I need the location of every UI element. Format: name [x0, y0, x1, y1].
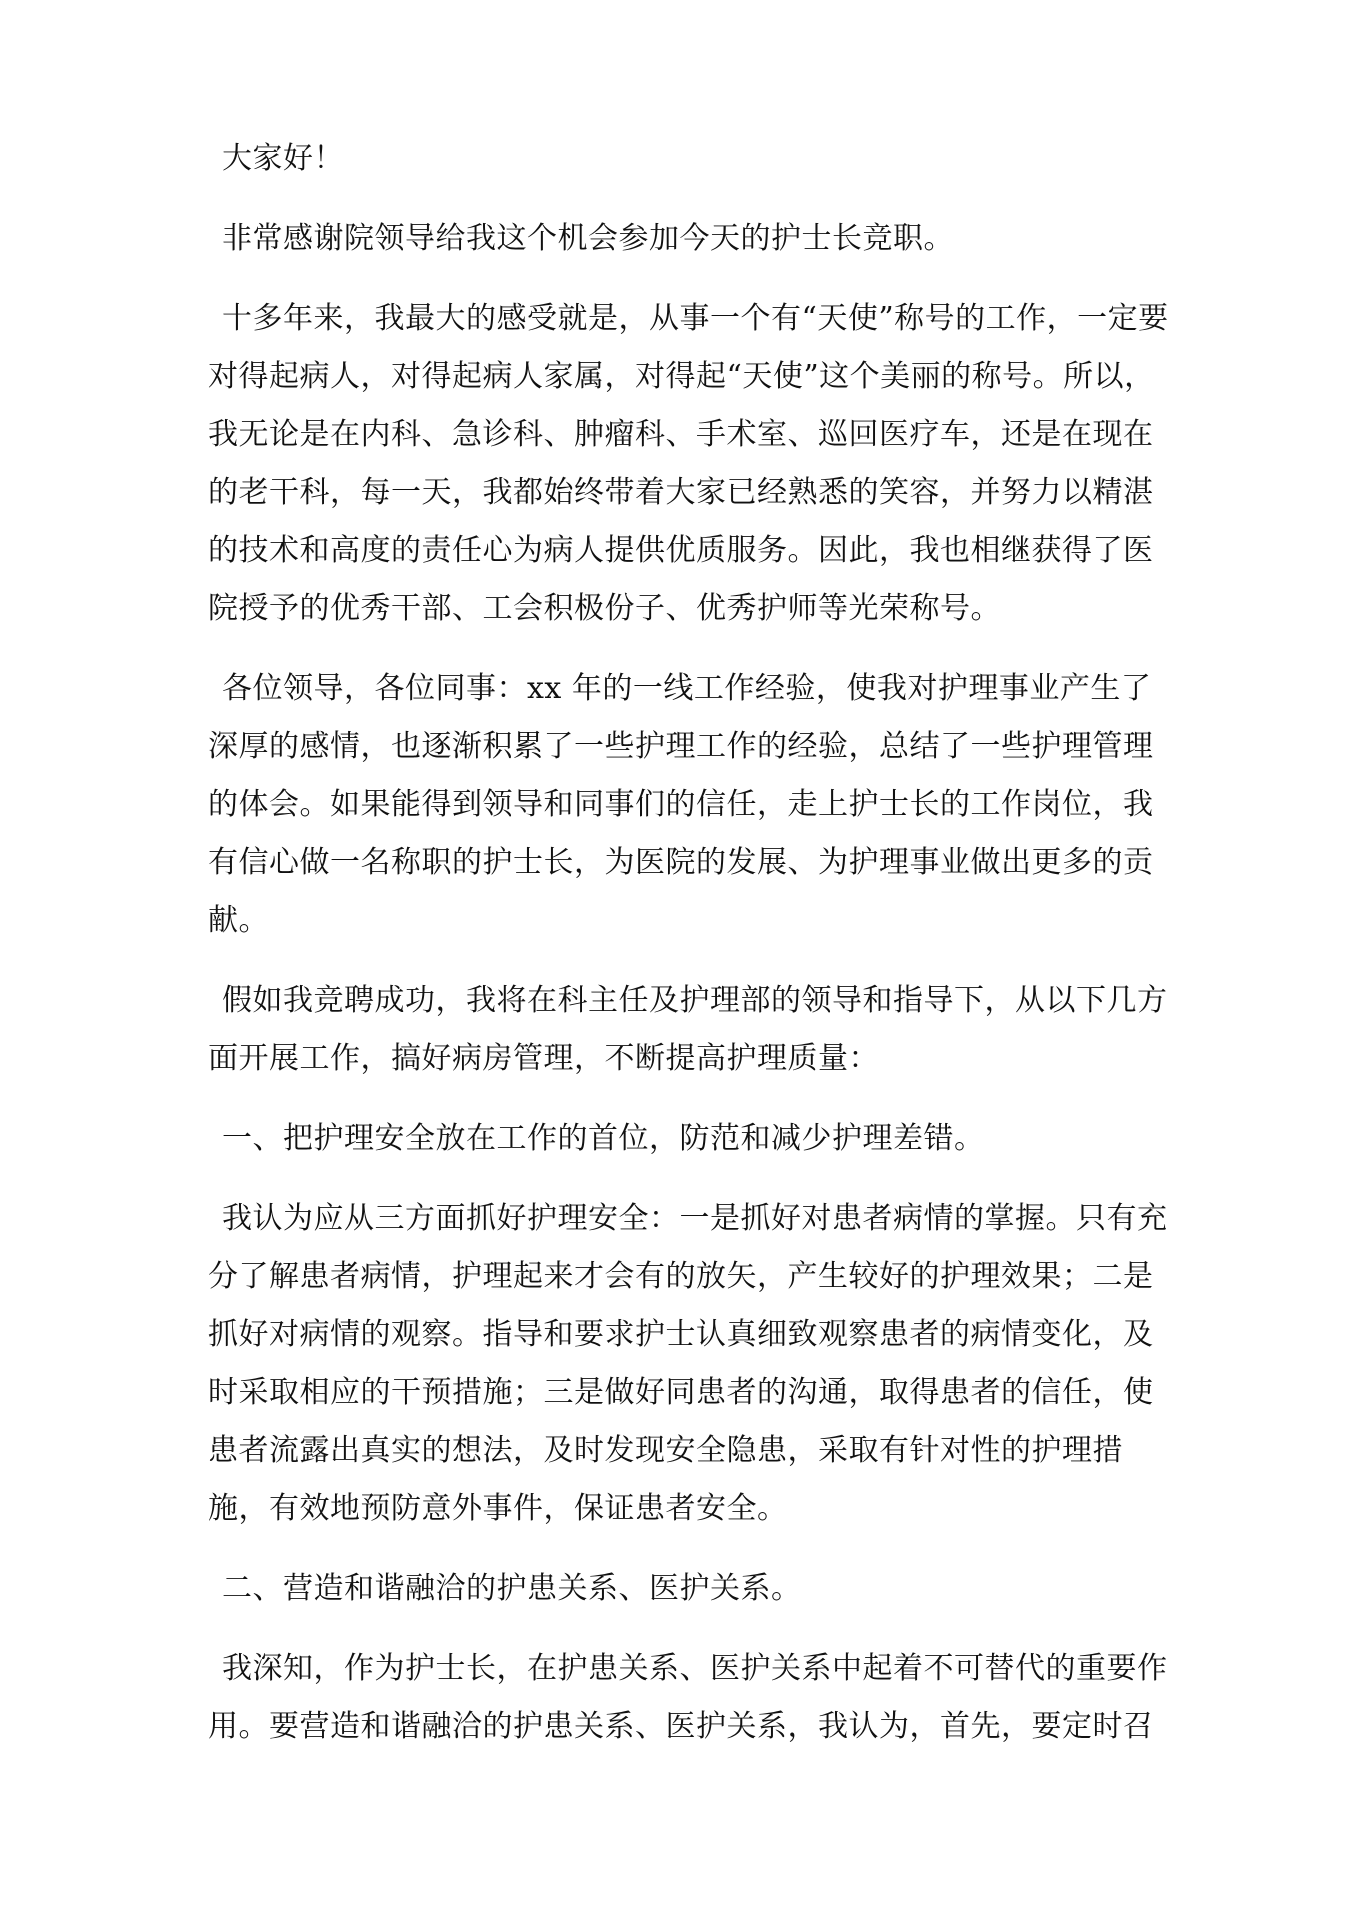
plan-intro-paragraph: 假如我竞聘成功，我将在科主任及护理部的领导和指导下，从以下几方面开展工作，搞好病房管理，不断提高护理质量：	[208, 983, 1168, 1076]
safety-paragraph: 我认为应从三方面抓好护理安全：一是抓好对患者病情的掌握。只有充分了解患者病情，护理起来才会有的放矢，产生较好的护理效果；二是抓好对病情的观察。指导和要求护士认真细致观察患者的病情变化，及时采取相应的干预措施；三是做好同患者的沟通，取得患者的信任，使患者流露出真实的想法，及时发现安全隐患，采取有针对性的护理措施，有效地预防意外事件，保证患者安全。	[208, 1201, 1168, 1526]
experience-paragraph: 十多年来，我最大的感受就是，从事一个有“天使”称号的工作，一定要对得起病人，对得起病人家属，对得起“天使”这个美丽的称号。所以，我无论是在内科、急诊科、肿瘤科、手术室、巡回医疗车，还是在现在的老干科，每一天，我都始终带着大家已经熟悉的笑容，并努力以精湛的技术和高度的责任心为病人提供优质服务。因此，我也相继获得了医院授予的优秀干部、工会积极份子、优秀护师等光荣称号。	[208, 301, 1169, 626]
greeting-paragraph: 大家好！	[222, 141, 344, 176]
section-two-heading: 二、营造和谐融洽的护患关系、医护关系。	[222, 1571, 802, 1606]
thanks-paragraph: 非常感谢院领导给我这个机会参加今天的护士长竞职。	[222, 221, 954, 256]
section-one-heading: 一、把护理安全放在工作的首位，防范和减少护理差错。	[222, 1121, 985, 1156]
relations-paragraph: 我深知，作为护士长，在护患关系、医护关系中起着不可替代的重要作用。要营造和谐融洽的护患关系、医护关系，我认为，首先，要定时召	[208, 1651, 1168, 1744]
colleagues-paragraph: 各位领导，各位同事：xx 年的一线工作经验，使我对护理事业产生了深厚的感情，也逐渐积累了一些护理工作的经验，总结了一些护理管理的体会。如果能得到领导和同事们的信任，走上护士长的工作岗位，我有信心做一名称职的护士长，为医院的发展、为护理事业做出更多的贡献。	[208, 671, 1154, 938]
